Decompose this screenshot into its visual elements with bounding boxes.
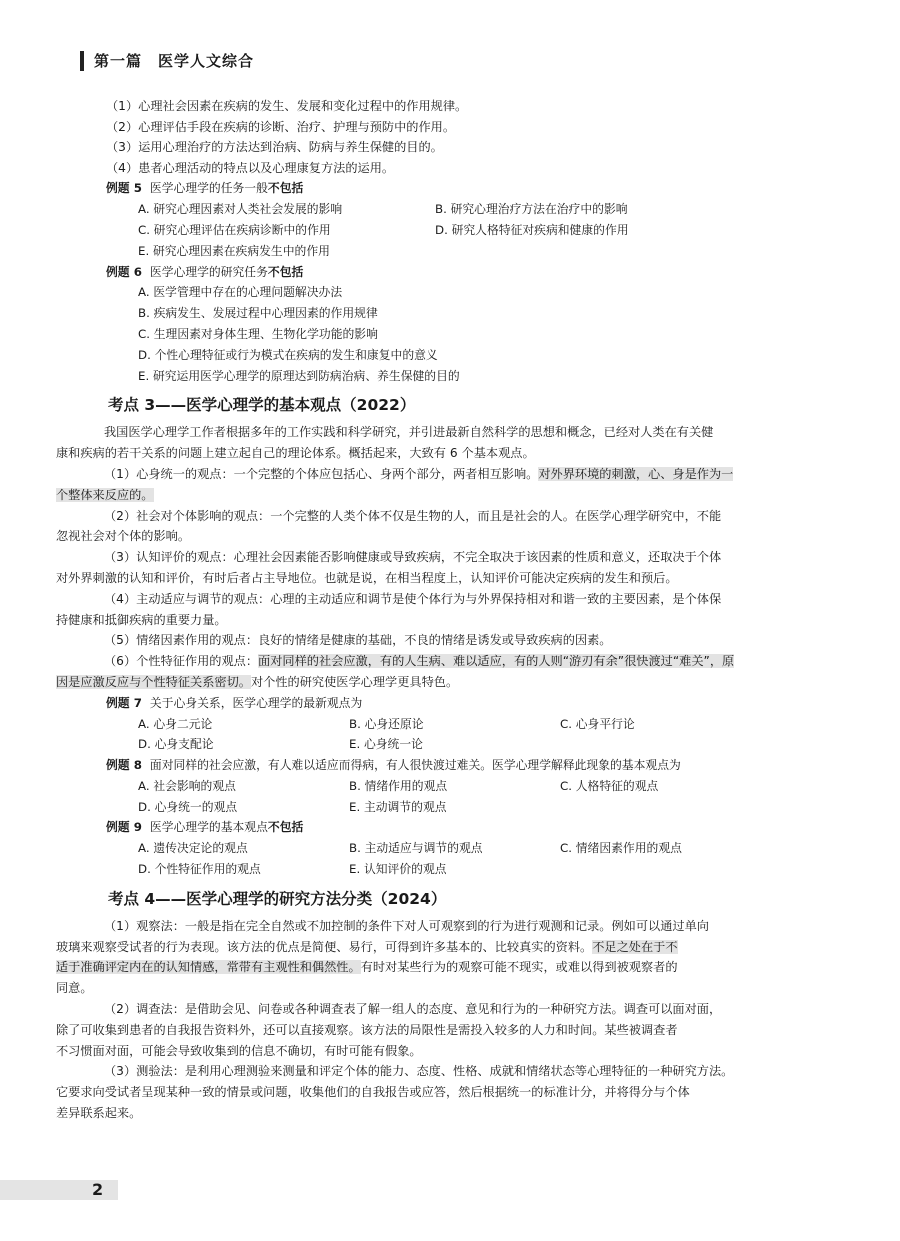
option: D. 心身支配论 (138, 737, 214, 752)
option: E. 心身统一论 (349, 737, 423, 752)
highlight: 不足之处在于不 (592, 939, 678, 954)
highlight: 适于准确评定内在的认知情感，常带有主观性和偶然性。 (56, 960, 361, 975)
question-stem-bold: 不包括 (267, 264, 304, 279)
question-stem: 医学心理学的基本观点 (149, 820, 268, 835)
paragraph: （6）个性特征作用的观点：面对同样的社会应激，有的人生病、难以适应，有的人则“游刃有余”很快渡过“难关”，原 因是应激反应与个性特征关系密切。对个性的研究使医学心理学更具特色。 (56, 654, 735, 689)
question-stem: 医学心理学的任务一般 (149, 181, 268, 196)
option: B. 主动适应与调节的观点 (349, 841, 483, 856)
highlight: 个整体来反应的。 (56, 487, 154, 502)
options-row (80, 776, 810, 797)
option: D. 个性心理特征或行为模式在疾病的发生和康复中的意义 (138, 347, 438, 362)
page-content (56, 96, 810, 1124)
options-row (80, 220, 810, 241)
paragraph: （2）社会对个体影响的观点：一个完整的人类个体不仅是生物的人，而且是社会的人。在医学心理学研究中，不能 忽视社会对个体的影响。 (56, 508, 722, 544)
options-row (80, 859, 810, 880)
question-label: 例题 6 (106, 264, 142, 279)
page-number: 2 (92, 1180, 104, 1199)
list-item: （4）患者心理活动的特点以及心理康复方法的运用。 (106, 160, 395, 175)
example-question-7 (80, 693, 810, 714)
page-number-tab (0, 1180, 118, 1200)
list-item: （1）心理社会因素在疾病的发生、发展和变化过程中的作用规律。 (106, 99, 468, 113)
option: D. 心身统一的观点 (138, 799, 238, 814)
options-row (80, 282, 810, 303)
question-label: 例题 5 (106, 181, 142, 196)
option: A. 遗传决定论的观点 (138, 841, 248, 856)
option: E. 主动调节的观点 (349, 799, 447, 814)
option: B. 情绪作用的观点 (349, 778, 448, 793)
list-item: （3）运用心理治疗的方法达到治病、防病与养生保健的目的。 (106, 140, 443, 155)
question-stem-bold: 不包括 (267, 181, 304, 196)
option: A. 医学管理中存在的心理问题解决办法 (138, 285, 343, 300)
paragraph: （4）主动适应与调节的观点：心理的主动适应和调节是使个体行为与外界保持相对和谐一致的主要因素，是个体保 持健康和抵御疾病的重要力量。 (56, 591, 722, 627)
section-title-4: 考点 4——医学心理学的研究方法分类（2024） (108, 889, 447, 908)
options-row (80, 241, 810, 262)
question-stem-bold: 不包括 (267, 820, 304, 835)
example-question-9 (80, 817, 810, 838)
options-row (80, 366, 810, 387)
paragraph: （3）测验法：是利用心理测验来测量和评定个体的能力、态度、性格、成就和情绪状态等心理特征的一种研究方法。 它要求向受试者呈现某种一致的情景或问题，收集他们的自我报告或应答，然后根据统一的标准计分，并将得分与个体 差异联系起来。 (56, 1064, 734, 1121)
option: C. 研究心理评估在疾病诊断中的作用 (138, 222, 331, 237)
option: C. 人格特征的观点 (560, 778, 659, 793)
page-header (80, 50, 254, 71)
example-question-5 (80, 178, 810, 199)
options-row (80, 714, 810, 735)
option: B. 疾病发生、发展过程中心理因素的作用规律 (138, 306, 378, 321)
options-row (80, 734, 810, 755)
option: C. 心身平行论 (560, 716, 635, 731)
paragraph: （3）认知评价的观点：心理社会因素能否影响健康或导致疾病，不完全取决于该因素的性质和意义，还取决于个体 对外界刺激的认知和评价，有时后者占主导地位。也就是说，在相当程度上，认知评价可能决定疾病的发生和预后。 (56, 550, 722, 585)
paragraph: （5）情绪因素作用的观点：良好的情绪是健康的基础，不良的情绪是诱发或导致疾病的因素。 (104, 633, 612, 648)
question-label: 例题 9 (106, 820, 142, 835)
option: B. 心身还原论 (349, 716, 424, 731)
question-stem: 医学心理学的研究任务 (149, 264, 268, 279)
option: C. 情绪因素作用的观点 (560, 841, 682, 856)
chapter-title: 第一篇 医学人文综合 (94, 52, 255, 70)
option: B. 研究心理治疗方法在治疗中的影响 (435, 202, 628, 217)
paragraph: （2）调查法：是借助会见、问卷或各种调查表了解一组人的态度、意见和行为的一种研究方法。调查可以面对面， 除了可收集到患者的自我报告资料外，还可以直接观察。该方法的局限性是需投入较多的人力和时间。某些被调查者 不习惯面对面，可能会导致收集到的信息不确切，有时可能有假象。 (56, 1002, 722, 1058)
option: A. 研究心理因素对人类社会发展的影响 (138, 202, 343, 217)
option: E. 研究心理因素在疾病发生中的作用 (138, 243, 330, 258)
options-row (80, 324, 810, 345)
options-row (80, 797, 810, 818)
paragraph: 我国医学心理学工作者根据多年的工作实践和科学研究，并引进最新自然科学的思想和概念，已经对人类在有关健 康和疾病的若干关系的问题上建立起自己的理论体系。概括起来，大致有 6 个基本观点。 (56, 425, 714, 461)
question-stem: 面对同样的社会应激，有人难以适应而得病，有人很快渡过难关。医学心理学解释此现象的基本观点为 (149, 758, 681, 773)
header-bar (80, 51, 84, 71)
highlight: 因是应激反应与个性特征关系密切。 (56, 674, 251, 689)
paragraph: （1）观察法：一般是指在完全自然或不加控制的条件下对人可观察到的行为进行观测和记录。例如可以通过单向 玻璃来观察受试者的行为表现。该方法的优点是简便、易行，可得到许多基本的、比较真实的资料。不足之处在于不 适于准确评定内在的认知情感，常带有主观性和偶然性。有时对某些行为的观察可能不现实，或难以得到被观察者的 同意。 (56, 918, 709, 996)
options-row (80, 303, 810, 324)
highlight: 面对同样的社会应激，有的人生病、难以适应，有的人则“游刃有余”很快渡过“难关”，原 (258, 654, 735, 669)
question-label: 例题 7 (106, 695, 142, 710)
option: A. 社会影响的观点 (138, 778, 236, 793)
option: E. 认知评价的观点 (349, 862, 447, 877)
option: E. 研究运用医学心理学的原理达到防病治病、养生保健的目的 (138, 368, 460, 383)
option: D. 研究人格特征对疾病和健康的作用 (435, 222, 629, 237)
paragraph: （1）心身统一的观点：一个完整的个体应包括心、身两个部分，两者相互影响。对外界环境的刺激，心、身是作为一 个整体来反应的。 (56, 466, 734, 502)
section-title-3: 考点 3——医学心理学的基本观点（2022） (108, 396, 416, 415)
example-question-6 (80, 262, 810, 283)
options-row (80, 345, 810, 366)
option: C. 生理因素对身体生理、生物化学功能的影响 (138, 326, 378, 341)
highlight: 对外界环境的刺激，心、身是作为一 (538, 466, 734, 481)
question-label: 例题 8 (106, 758, 142, 773)
option: D. 个性特征作用的观点 (138, 862, 261, 877)
option: A. 心身二元论 (138, 716, 213, 731)
list-item: （2）心理评估手段在疾病的诊断、治疗、护理与预防中的作用。 (106, 119, 456, 134)
options-row (80, 199, 810, 220)
question-stem: 关于心身关系，医学心理学的最新观点为 (149, 695, 363, 710)
options-row (80, 838, 810, 859)
example-question-8 (80, 755, 810, 776)
